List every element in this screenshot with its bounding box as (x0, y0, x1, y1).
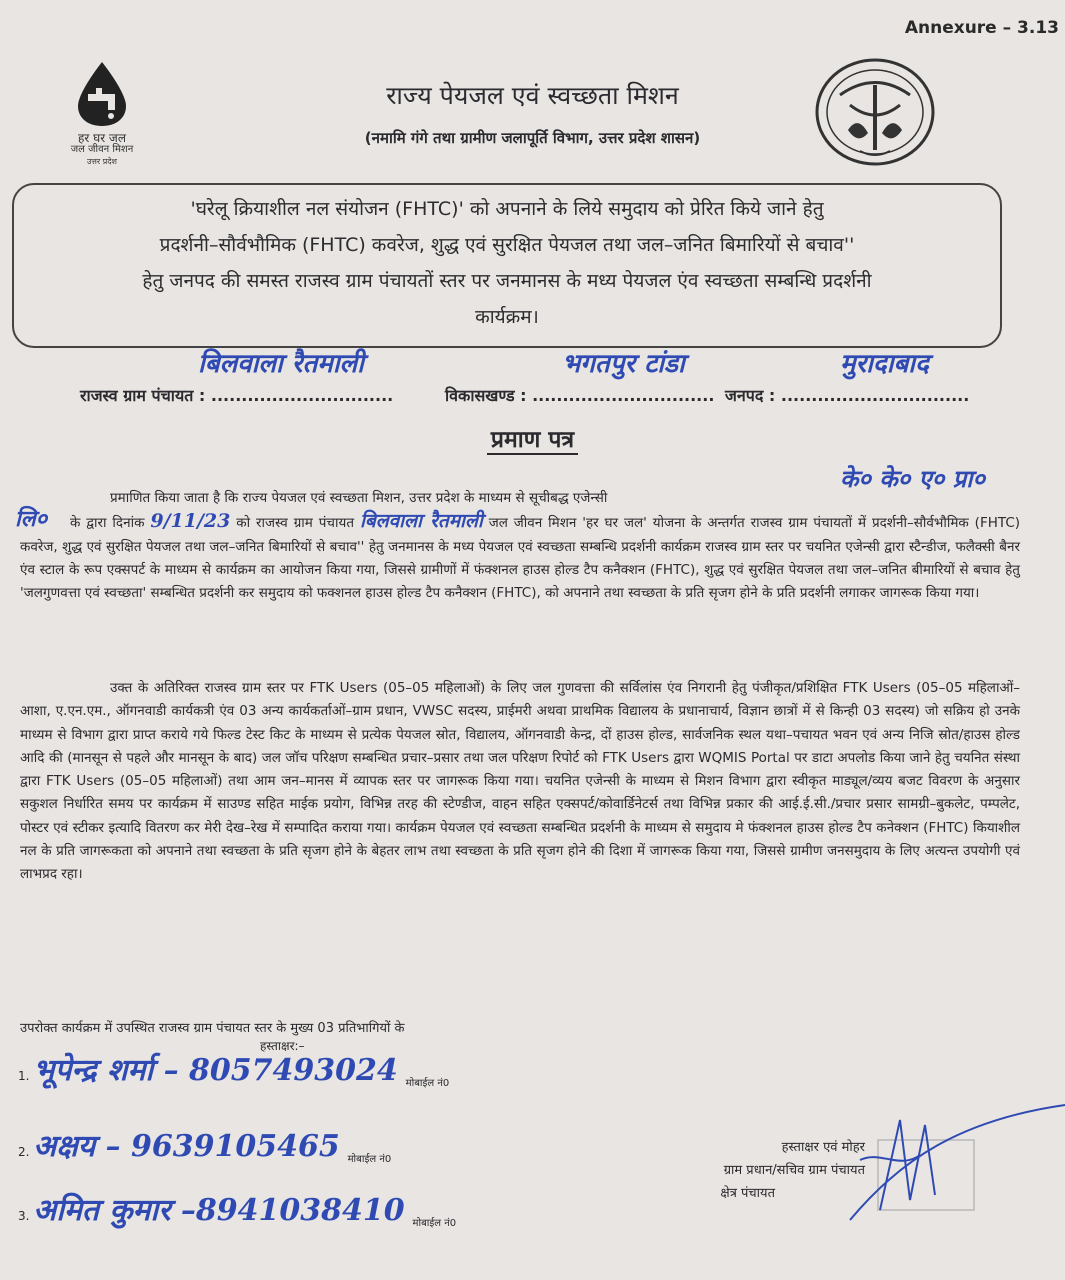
up-government-seal (810, 55, 940, 170)
pradhan-signature-scribble (840, 1100, 1065, 1240)
participant-3-name: अमित कुमार –8941038410 (33, 1193, 405, 1228)
box-line4: कार्यक्रम। (475, 306, 539, 328)
program-title-box (12, 183, 1002, 348)
para2-text: उक्त के अतिरिक्त राजस्व ग्राम स्तर पर FTK Users (05–05 महिलाओं) के लिए जल गुणवत्ता की सर्विलांस एंव निगरानी हेतु पंजीकृत/प्रशिक्षित FTK Users (05–05 महिलाओं–आशा, ए.एन.एम., ऑगनवाडी कार्यकत्री एंव 03 अन्य कार्यकर्ताओं–ग्राम प्रधान, VWSC सदस्य, प्राईमरी अथवा प्राथमिक विद्यालय के प्रधानाचार्य, विज्ञान छात्रों में से किन्ही 03 सदस्य) जो सक्रिय हो उनके माध्यम से विभाग द्वारा प्राप्त कराये गये फिल्ड टेस्ट किट के माध्यम से प्रत्येक पेयजल स्रोत, विद्यालय, ऑगनवाडी केन्द्र, दों हाउस होल्ड, सार्वजनिक स्थल यथा–पचायत भवन एवं अन्य निजि स्रोत/हाउस होल्ड आदि की (मानसून से पहले और मानसून के बाद) जल जॉच परिक्षण सम्बन्धित प्रचार–प्रसार तथा जल परिक्षण रिपोर्ट को FTK Users द्वारा WQMIS Portal पर डाटा अपलोड किया जाने हेतु चयनित संस्था द्वारा FTK Users (05–05 महिलाओं) तथा आम जन–मानस में व्यापक स्तर पर जागरूक किया गया। चयनित एजेन्सी के माध्यम से मिशन विभाग द्वारा स्वीकृत माड्यूल/व्यय बजट विवरण के अनुसार सकुशल निर्धारित समय पर कार्यक्रम में साउण्ड सहित माईक प्रयोग, विभिन्न तरह की स्टेण्डीज, वाहन सहित एक्सपर्ट/कोवार्डिनेटर्स तथा विभिन्न प्रकार की आई.ई.सी./प्रचार प्रसार सामग्री–बुकलेट, पम्पलेट, पोस्टर एवं स्टीकर इत्यादि वितरण कर मेरी देख–रेख में सम्पादित कराया गया। कार्यक्रम पेयजल एवं स्वच्छता सम्बन्धित प्रदर्शनी के माध्यम से समुदाय मे फंक्शनल हाउस होल्ड टैप कनेक्शन (FHTC) कियाशील नल के प्रति जागरूकता को अपनाने तथा स्वच्छता के प्रति सृजग होने के बेहतर लाभ तथा स्वच्छता के प्रति सृजग होने की दिशा में जागरूक किया गया, जिससे ग्रामीण जनसमुदाय के लिए अत्यन्त उपयोगी एवं लाभप्रद रहा। (20, 680, 1020, 883)
vikas-khand-label: विकासखण्ड : .............................. (445, 386, 715, 405)
annexure-label: Annexure – 3.13 (904, 18, 1059, 38)
handwritten-janpad: मुरादाबाद (840, 349, 929, 379)
participant-2-name: अक्षय – 9639105465 (33, 1129, 340, 1164)
box-line2: प्रदर्शनी–सौर्वभौमिक (FHTC) कवरेज, शुद्ध एवं सुरक्षित पेयजल तथा जल–जनित बिमारियों से बचाव'' (159, 234, 855, 256)
participant-1 (18, 1048, 449, 1089)
participant-1-name: भूपेन्द्र शर्मा – 8057493024 (33, 1053, 398, 1088)
pradhan-signature-block (635, 1136, 865, 1205)
logo-line2: जल जीवन मिशन (70, 144, 134, 155)
pradhan-line3: क्षेत्र पंचायत (720, 1186, 775, 1201)
participants-intro: उपरोक्त कार्यक्रम में उपस्थित राजस्व ग्राम पंचायत स्तर के मुख्य 03 प्रतिभागियों के (20, 1021, 405, 1036)
participant-2 (18, 1124, 391, 1165)
pradhan-line2: ग्राम प्रधान/सचिव ग्राम पंचायत (723, 1163, 865, 1178)
box-line3: हेतु जनपद की समस्त राजस्व ग्राम पंचायतों स्तर पर जनमानस के मध्य पेयजल एंव स्वच्छता सम्बन्धि प्रदर्शनी (142, 270, 872, 292)
participant-3-mobile-label: मोबाईल नं0 (412, 1218, 457, 1229)
pradhan-line1: हस्ताक्षर एवं मोहर (781, 1140, 865, 1155)
page-subtitle: (नमामि गंगे तथा ग्रामीण जलापूर्ति विभाग, उत्तर प्रदेश शासन) (364, 129, 701, 147)
para1-part-c: को राजस्व ग्राम पंचायत (236, 515, 355, 532)
page-title: राज्य पेयजल एवं स्वच्छता मिशन (386, 81, 679, 110)
paragraph-1 (20, 487, 1020, 605)
handwritten-vikas-khand: भगतपुर टांडा (562, 349, 685, 379)
handwritten-location-row (70, 344, 1000, 384)
har-ghar-jal-logo (52, 60, 152, 168)
handwritten-gram-panchayat: बिलवाला रैतमाली (198, 349, 364, 379)
para1-part-d: जल जीवन मिशन 'हर घर जल' योजना के अन्तर्गत राजस्व ग्राम पंचायतों में प्रदर्शनी–सौर्वभौमिक (FHTC) कवरेज, शुद्ध एवं सुरक्षित पेयजल तथा जल–जनित बिमारियों से बचाव'' हेतु जनमानस के मध्य पेयजल एवं स्वच्छता सम्बन्धि प्रदर्शनी कार्यक्रम राजस्व ग्राम स्तर पर चयनित एजेन्सी द्वारा स्टैन्डीज, फलैक्सी बैनर एंव स्टाल के रूप एक्सपर्ट के माध्यम से कार्यक्रम का आयोजन किया गया, जिससे ग्रामीणों में फंक्शनल हाउस होल्ड टैप कनैक्शन (FHTC), शुद्ध एवं सुरक्षित पेयजल तथा जल–जनित बीमारियों से बचाव हेतु 'जलगुणवत्ता एवं स्वच्छता' सम्बन्धित प्रदर्शनी कर समुदाय को फक्शनल हाउस होल्ड टैप कनैक्शन (FHTC), को अपनाने तथा स्वच्छता के प्रति सृजग होने के प्रति प्रदर्शनी लगाकर जागरूक किया गया। (20, 515, 1021, 602)
logo-line3: उत्तर प्रदेश (87, 157, 117, 166)
handwritten-agency-cont: लि० (15, 506, 48, 532)
participant-1-num: 1. (18, 1069, 30, 1083)
participant-3-num: 3. (18, 1209, 30, 1223)
signature-label: हस्ताक्षर:– (260, 1039, 305, 1053)
participant-2-mobile-label: मोबाईल नं0 (347, 1154, 392, 1165)
gram-panchayat-label: राजस्व ग्राम पंचायत : .............................. (80, 386, 394, 405)
participant-3 (18, 1188, 456, 1229)
logo-line1: हर घर जल (78, 131, 126, 145)
participant-2-num: 2. (18, 1145, 30, 1159)
handwritten-agency: के० के० ए० प्रा० (840, 464, 985, 493)
para1-part-b: के द्वारा दिनांक (70, 515, 145, 532)
handwritten-gram-panchayat-inline: बिलवाला रैतमाली (359, 510, 483, 533)
box-line1: 'घरेलू क्रियाशील नल संयोजन (FHTC)' को अपनाने के लिये समुदाय को प्रेरित किये जाने हेतु (190, 198, 824, 220)
certificate-heading (0, 422, 1065, 454)
para1-part-a: प्रमाणित किया जाता है कि राज्य पेयजल एवं स्वच्छता मिशन, उत्तर प्रदेश के माध्यम से सूचीबद्ध एजेन्सी (110, 490, 608, 506)
janpad-label: जनपद : ............................... (725, 386, 970, 405)
paragraph-2 (20, 677, 1020, 887)
certificate-title: प्रमाण पत्र (487, 427, 578, 455)
participant-1-mobile-label: मोबाईल नं0 (405, 1078, 450, 1089)
handwritten-date: 9/11/23 (150, 510, 231, 533)
